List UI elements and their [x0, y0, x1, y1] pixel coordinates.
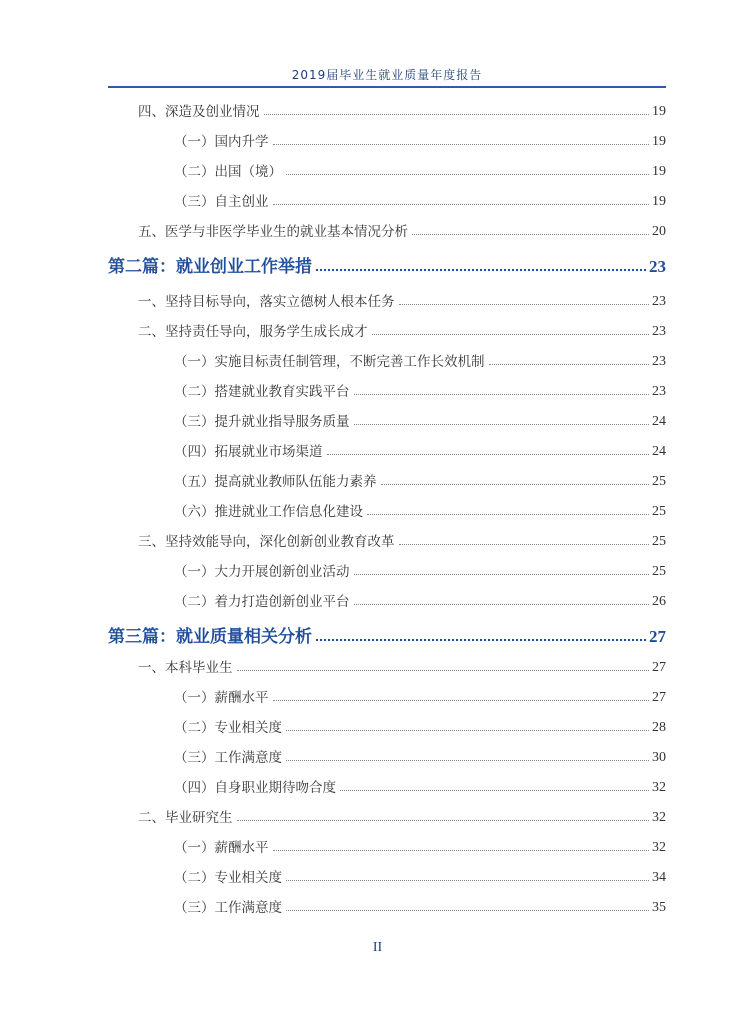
toc-entry-title: 三、坚持效能导向，深化创新创业教育改革	[138, 534, 395, 550]
toc-entry-page: 27	[649, 627, 666, 646]
toc-entry-title: （六）推进就业工作信息化建设	[174, 504, 363, 520]
toc-dot-leader	[354, 604, 650, 605]
toc-entry-page: 19	[652, 104, 666, 119]
toc-entry[interactable]	[108, 220, 666, 240]
toc-entry-title: （四）自身职业期待吻合度	[174, 780, 336, 796]
toc-dot-leader	[327, 454, 650, 455]
toc-entry-title: （三）提升就业指导服务质量	[174, 414, 350, 430]
toc-entry[interactable]	[108, 380, 666, 400]
toc-dot-leader	[316, 269, 646, 271]
toc-dot-leader	[286, 880, 649, 881]
toc-dot-leader	[286, 910, 649, 911]
toc-dot-leader	[286, 730, 649, 731]
toc-entry-title: 第二篇：就业创业工作举措	[108, 257, 312, 277]
toc-entry-page: 25	[652, 474, 666, 489]
toc-entry[interactable]	[108, 500, 666, 520]
toc-entry-page: 23	[652, 354, 666, 369]
toc-entry-page: 20	[652, 224, 666, 239]
toc-entry[interactable]	[108, 470, 666, 490]
page-header-title: 2019届毕业生就业质量年度报告	[291, 68, 483, 82]
toc-entry-title: 二、毕业研究生	[138, 810, 233, 826]
toc-entry-page: 24	[652, 414, 666, 429]
toc-entry-page: 26	[652, 594, 666, 609]
toc-entry-page: 19	[652, 134, 666, 149]
toc-entry-page: 25	[652, 504, 666, 519]
toc-dot-leader	[286, 174, 649, 175]
toc-entry-page: 23	[652, 324, 666, 339]
toc-entry-page: 35	[652, 900, 666, 915]
toc-dot-leader	[237, 820, 650, 821]
toc-entry-title: （一）薪酬水平	[174, 840, 269, 856]
toc-entry-page: 32	[652, 780, 666, 795]
toc-entry[interactable]	[108, 130, 666, 150]
toc-dot-leader	[489, 364, 650, 365]
toc-entry-page: 30	[652, 750, 666, 765]
toc-entry-title: 第三篇：就业质量相关分析	[108, 627, 312, 647]
toc-entry[interactable]	[108, 716, 666, 736]
toc-entry[interactable]	[108, 410, 666, 430]
toc-entry-title: 一、本科毕业生	[138, 660, 233, 676]
toc-part-entry[interactable]	[108, 622, 666, 647]
toc-entry[interactable]	[108, 320, 666, 340]
toc-entry[interactable]	[108, 590, 666, 610]
toc-entry[interactable]	[108, 746, 666, 766]
toc-entry[interactable]	[108, 440, 666, 460]
toc-dot-leader	[372, 334, 650, 335]
toc-entry-page: 23	[652, 384, 666, 399]
toc-entry-title: （二）搭建就业教育实践平台	[174, 384, 350, 400]
toc-entry[interactable]	[108, 806, 666, 826]
toc-entry-title: 四、深造及创业情况	[138, 104, 260, 120]
toc-entry[interactable]	[108, 656, 666, 676]
toc-entry-page: 27	[652, 660, 666, 675]
header-rule	[108, 86, 666, 88]
toc-dot-leader	[273, 144, 650, 145]
toc-dot-leader	[381, 484, 650, 485]
toc-entry[interactable]	[108, 290, 666, 310]
toc-entry-title: （一）薪酬水平	[174, 690, 269, 706]
toc-entry-title: （三）自主创业	[174, 194, 269, 210]
toc-entry-title: 一、坚持目标导向，落实立德树人根本任务	[138, 294, 395, 310]
toc-dot-leader	[264, 114, 650, 115]
toc-part-entry[interactable]	[108, 252, 666, 277]
toc-entry[interactable]	[108, 190, 666, 210]
toc-entry-title: （二）出国（境）	[174, 164, 282, 180]
toc-entry[interactable]	[108, 160, 666, 180]
toc-entry[interactable]	[108, 686, 666, 706]
toc-entry[interactable]	[108, 776, 666, 796]
toc-dot-leader	[316, 639, 646, 641]
toc-entry-page: 24	[652, 444, 666, 459]
toc-entry-page: 23	[652, 294, 666, 309]
toc-entry-title: （一）实施目标责任制管理，不断完善工作长效机制	[174, 354, 485, 370]
toc-entry-title: （一）大力开展创新创业活动	[174, 564, 350, 580]
toc-entry-page: 32	[652, 840, 666, 855]
toc-entry-page: 34	[652, 870, 666, 885]
toc-entry-page: 25	[652, 534, 666, 549]
toc-entry[interactable]	[108, 560, 666, 580]
toc-entry-page: 19	[652, 194, 666, 209]
toc-dot-leader	[237, 670, 650, 671]
toc-dot-leader	[354, 574, 650, 575]
toc-entry[interactable]	[108, 350, 666, 370]
toc-entry-title: （三）工作满意度	[174, 900, 282, 916]
toc-entry[interactable]	[108, 866, 666, 886]
toc-entry-page: 25	[652, 564, 666, 579]
page-number: II	[372, 940, 383, 955]
toc-entry-page: 32	[652, 810, 666, 825]
toc-entry-title: （二）专业相关度	[174, 870, 282, 886]
toc-entry[interactable]	[108, 896, 666, 916]
toc-dot-leader	[340, 790, 649, 791]
toc-dot-leader	[399, 544, 650, 545]
toc-entry[interactable]	[108, 530, 666, 550]
toc-entry-title: （二）专业相关度	[174, 720, 282, 736]
toc-dot-leader	[354, 394, 650, 395]
toc-entry-page: 28	[652, 720, 666, 735]
toc-entry-page: 23	[649, 257, 666, 276]
toc-dot-leader	[273, 850, 650, 851]
toc-dot-leader	[412, 234, 649, 235]
toc-entry-page: 19	[652, 164, 666, 179]
toc-entry-title: （一）国内升学	[174, 134, 269, 150]
toc-entry-title: （四）拓展就业市场渠道	[174, 444, 323, 460]
toc-dot-leader	[399, 304, 650, 305]
toc-entry-title: （五）提高就业教师队伍能力素养	[174, 474, 377, 490]
toc-entry-title: （三）工作满意度	[174, 750, 282, 766]
toc-dot-leader	[273, 204, 650, 205]
toc-entry[interactable]	[108, 100, 666, 120]
toc-dot-leader	[354, 424, 650, 425]
toc-entry-page: 27	[652, 690, 666, 705]
toc-dot-leader	[367, 514, 649, 515]
toc-entry-title: （二）着力打造创新创业平台	[174, 594, 350, 610]
toc-entry-title: 五、医学与非医学毕业生的就业基本情况分析	[138, 224, 408, 240]
toc-entry-title: 二、坚持责任导向，服务学生成长成才	[138, 324, 368, 340]
toc-dot-leader	[286, 760, 649, 761]
toc-dot-leader	[273, 700, 650, 701]
toc-entry[interactable]	[108, 836, 666, 856]
